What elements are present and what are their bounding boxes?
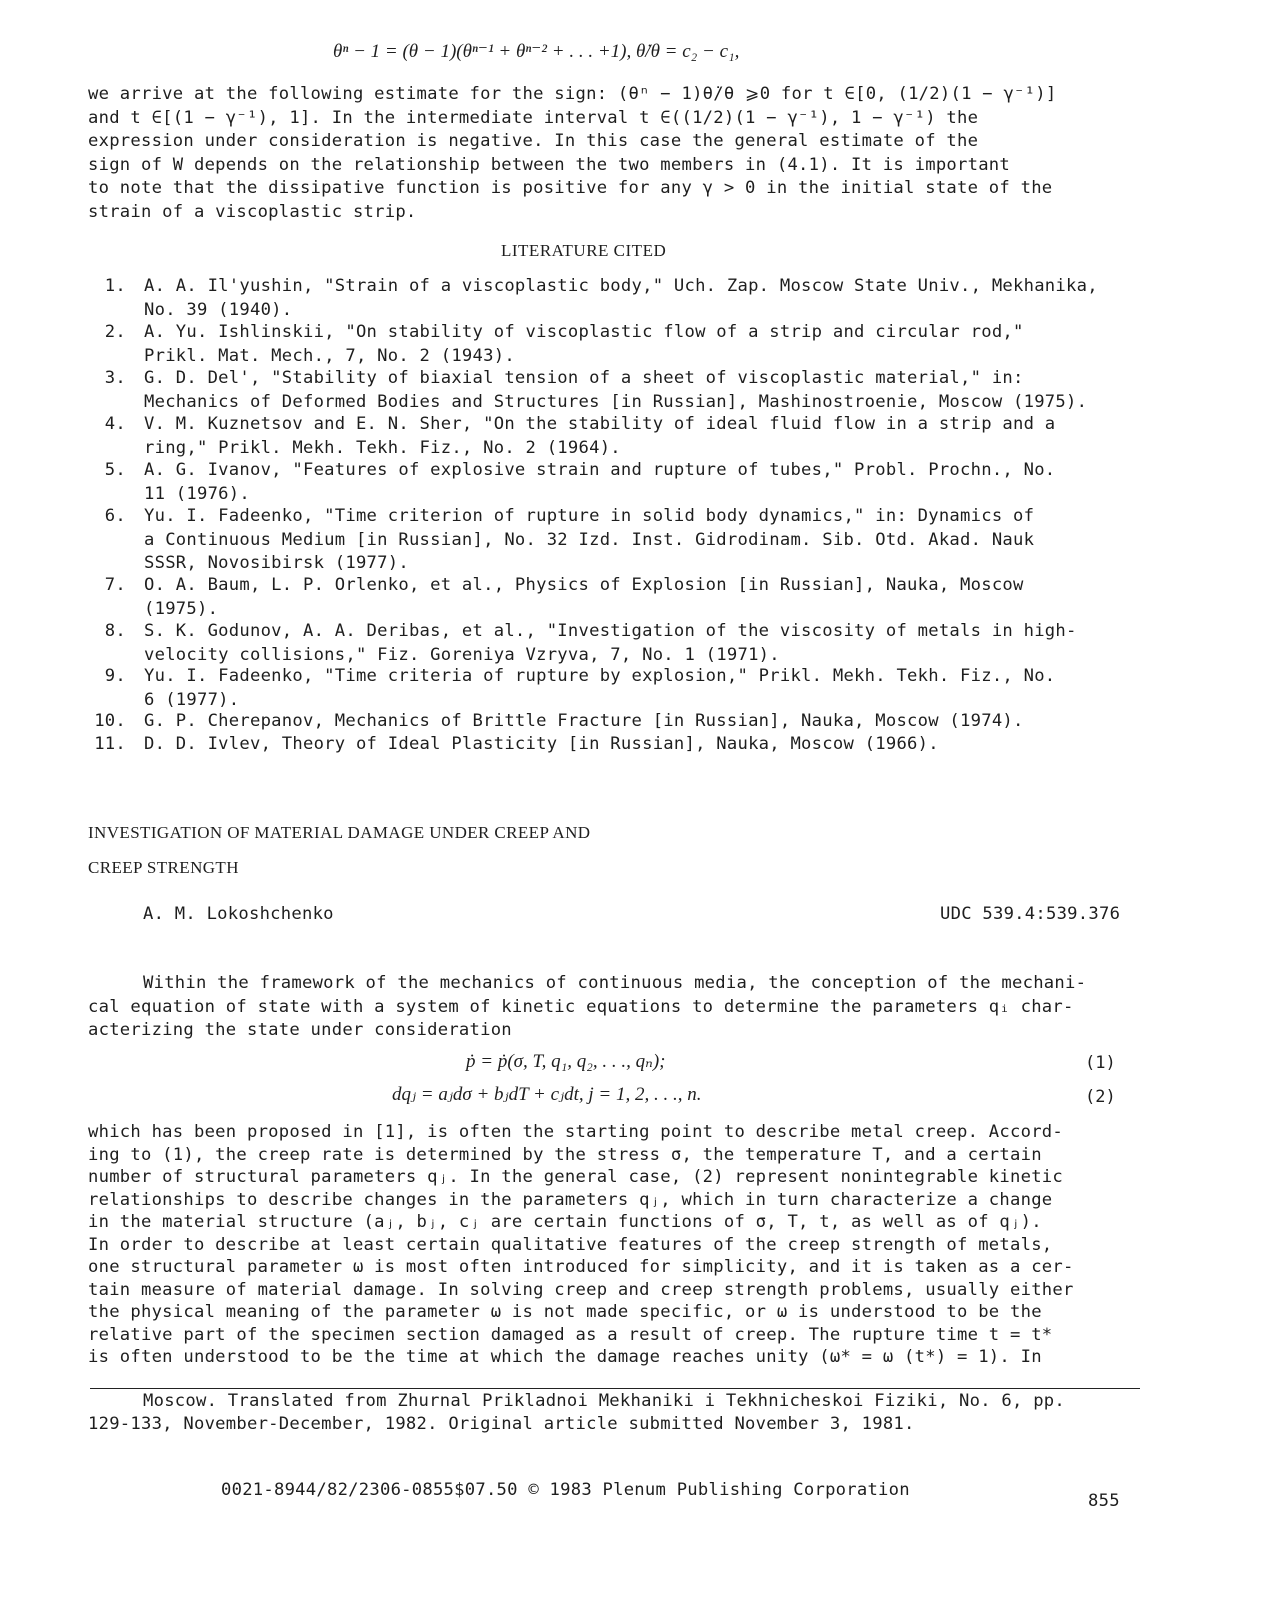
footnote-rule xyxy=(90,1388,1140,1389)
reference-line: A. Yu. Ishlinskii, "On stability of viscoplastic flow of a strip and circular rod," xyxy=(144,322,1024,342)
text-line: expression under consideration is negative. In this case the general estimate of the xyxy=(88,131,979,151)
text-line: which has been proposed in [1], is often the starting point to describe metal creep. Accord- xyxy=(88,1122,1063,1142)
reference-line: S. K. Godunov, A. A. Deribas, et al., "Investigation of the viscosity of metals in high- xyxy=(144,621,1077,641)
reference-number: 6. xyxy=(104,506,126,526)
reference-number: 10. xyxy=(94,711,126,731)
text-line: strain of a viscoplastic strip. xyxy=(88,201,417,222)
body-paragraph xyxy=(88,1121,1074,1369)
reference-line: A. G. Ivanov, "Features of explosive strain and rupture of tubes," Probl. Prochn., No. xyxy=(144,460,1056,480)
reference-number: 8. xyxy=(104,621,126,641)
top-equation: θⁿ − 1 = (θ − 1)(θⁿ⁻¹ + θⁿ⁻² + . . . +1), θ̇/θ = c₂ − c₁, xyxy=(333,41,740,62)
text-line: relative part of the specimen section damaged as a result of creep. The rupture time t = t* xyxy=(88,1324,1053,1345)
text-line: relationships to describe changes in the parameters qⱼ, which in turn characterize a change xyxy=(88,1189,1053,1210)
text-line: to note that the dissipative function is positive for any γ > 0 in the initial state of the xyxy=(88,178,1053,198)
text-line: we arrive at the following estimate for the sign: (θⁿ − 1)θ̇/θ ⩾0 for t ∈[0, (1/2)(1 − γ⁻¹)] xyxy=(88,84,1057,104)
article-title: INVESTIGATION OF MATERIAL DAMAGE UNDER CREEP AND xyxy=(88,823,591,842)
text-line: Moscow. Translated from Zhurnal Prikladnoi Mekhaniki i Tekhnicheskoi Fiziki, No. 6, pp. xyxy=(143,1391,1066,1411)
reference-line: Yu. I. Fadeenko, "Time criterion of rupture in solid body dynamics," in: Dynamics of xyxy=(144,506,1035,526)
reference-line: V. M. Kuznetsov and E. N. Sher, "On the stability of ideal fluid flow in a strip and a xyxy=(144,414,1056,434)
text-line: sign of W depends on the relationship between the two members in (4.1). It is important xyxy=(88,154,1011,175)
body-paragraph xyxy=(88,972,1086,1043)
text-line: 129-133, November-December, 1982. Original article submitted November 3, 1981. xyxy=(88,1413,915,1434)
text-line: ing to (1), the creep rate is determined by the stress σ, the temperature T, and a certain xyxy=(88,1144,1042,1165)
reference-number: 7. xyxy=(104,575,126,595)
reference-line: velocity collisions," Fiz. Goreniya Vzryva, 7, No. 1 (1971). xyxy=(144,644,780,665)
equation-2: dqⱼ = aⱼdσ + bⱼdT + cⱼdt, j = 1, 2, . . ., n. xyxy=(392,1084,702,1105)
reference-line: O. A. Baum, L. P. Orlenko, et al., Physics of Explosion [in Russian], Nauka, Moscow xyxy=(144,575,1024,595)
reference-line: Prikl. Mat. Mech., 7, No. 2 (1943). xyxy=(144,345,515,366)
reference-line: D. D. Ivlev, Theory of Ideal Plasticity [in Russian], Nauka, Moscow (1966). xyxy=(144,734,939,754)
author: A. M. Lokoshchenko xyxy=(143,904,334,924)
reference-line: No. 39 (1940). xyxy=(144,299,293,320)
reference-line: G. P. Cherepanov, Mechanics of Brittle Fracture [in Russian], Nauka, Moscow (1974). xyxy=(144,711,1024,731)
reference-number: 4. xyxy=(104,414,126,434)
reference-line: A. A. Il'yushin, "Strain of a viscoplastic body," Uch. Zap. Moscow State Univ., Mekhanika, xyxy=(144,276,1098,296)
reference-line: ring," Prikl. Mekh. Tekh. Fiz., No. 2 (1964). xyxy=(144,437,621,458)
equation-1: ṗ = ṗ(σ, T, q₁, q₂, . . ., qₙ); xyxy=(466,1051,666,1072)
intro-paragraph xyxy=(88,83,1056,224)
reference-number: 11. xyxy=(94,734,126,754)
text-line: Within the framework of the mechanics of continuous media, the conception of the mechani- xyxy=(143,973,1087,993)
text-line: cal equation of state with a system of kinetic equations to determine the parameters qᵢ char- xyxy=(88,996,1074,1017)
text-line: the physical meaning of the parameter ω is not made specific, or ω is understood to be the xyxy=(88,1302,1042,1322)
reference-number: 3. xyxy=(104,368,126,388)
article-title: CREEP STRENGTH xyxy=(88,858,239,877)
reference-line: Mechanics of Deformed Bodies and Structures [in Russian], Mashinostroenie, Moscow (1975). xyxy=(144,391,1088,412)
reference-number: 1. xyxy=(104,276,126,296)
udc-code: UDC 539.4:539.376 xyxy=(940,904,1121,924)
text-line: tain measure of material damage. In solving creep and creep strength problems, usually either xyxy=(88,1279,1074,1300)
text-line: In order to describe at least certain qualitative features of the creep strength of metals, xyxy=(88,1234,1053,1255)
equation-number: (2) xyxy=(1085,1087,1116,1107)
reference-line: 11 (1976). xyxy=(144,483,250,504)
reference-line: SSSR, Novosibirsk (1977). xyxy=(144,553,409,573)
text-line: acterizing the state under consideration xyxy=(88,1020,512,1040)
reference-line: 6 (1977). xyxy=(144,689,240,710)
reference-line: G. D. Del', "Stability of biaxial tension of a sheet of viscoplastic material," in: xyxy=(144,368,1024,388)
text-line: one structural parameter ω is most often introduced for simplicity, and it is taken as a cer- xyxy=(88,1257,1074,1277)
footnote xyxy=(88,1390,1065,1435)
reference-number: 5. xyxy=(104,460,126,480)
text-line: number of structural parameters qⱼ. In the general case, (2) represent nonintegrable kinetic xyxy=(88,1167,1063,1187)
page-number: 855 xyxy=(1088,1491,1120,1511)
reference-line: (1975). xyxy=(144,598,219,619)
literature-heading: LITERATURE CITED xyxy=(501,241,667,260)
reference-number: 2. xyxy=(104,322,126,342)
equation-number: (1) xyxy=(1085,1053,1116,1073)
text-line: is often understood to be the time at which the damage reaches unity (ω* = ω (t*) = 1). In xyxy=(88,1347,1042,1367)
copyright-line: 0021-8944/82/2306-0855$07.50 © 1983 Plenum Publishing Corporation xyxy=(221,1480,910,1500)
reference-line: a Continuous Medium [in Russian], No. 32 Izd. Inst. Gidrodinam. Sib. Otd. Akad. Nauk xyxy=(144,529,1035,550)
reference-number: 9. xyxy=(104,666,126,686)
reference-line: Yu. I. Fadeenko, "Time criteria of rupture by explosion," Prikl. Mekh. Tekh. Fiz., No. xyxy=(144,666,1056,686)
text-line: and t ∈[(1 − γ⁻¹), 1]. In the intermediate interval t ∈((1/2)(1 − γ⁻¹), 1 − γ⁻¹) the xyxy=(88,107,979,128)
text-line: in the material structure (aⱼ, bⱼ, cⱼ are certain functions of σ, T, t, as well as of qⱼ). xyxy=(88,1212,1042,1232)
